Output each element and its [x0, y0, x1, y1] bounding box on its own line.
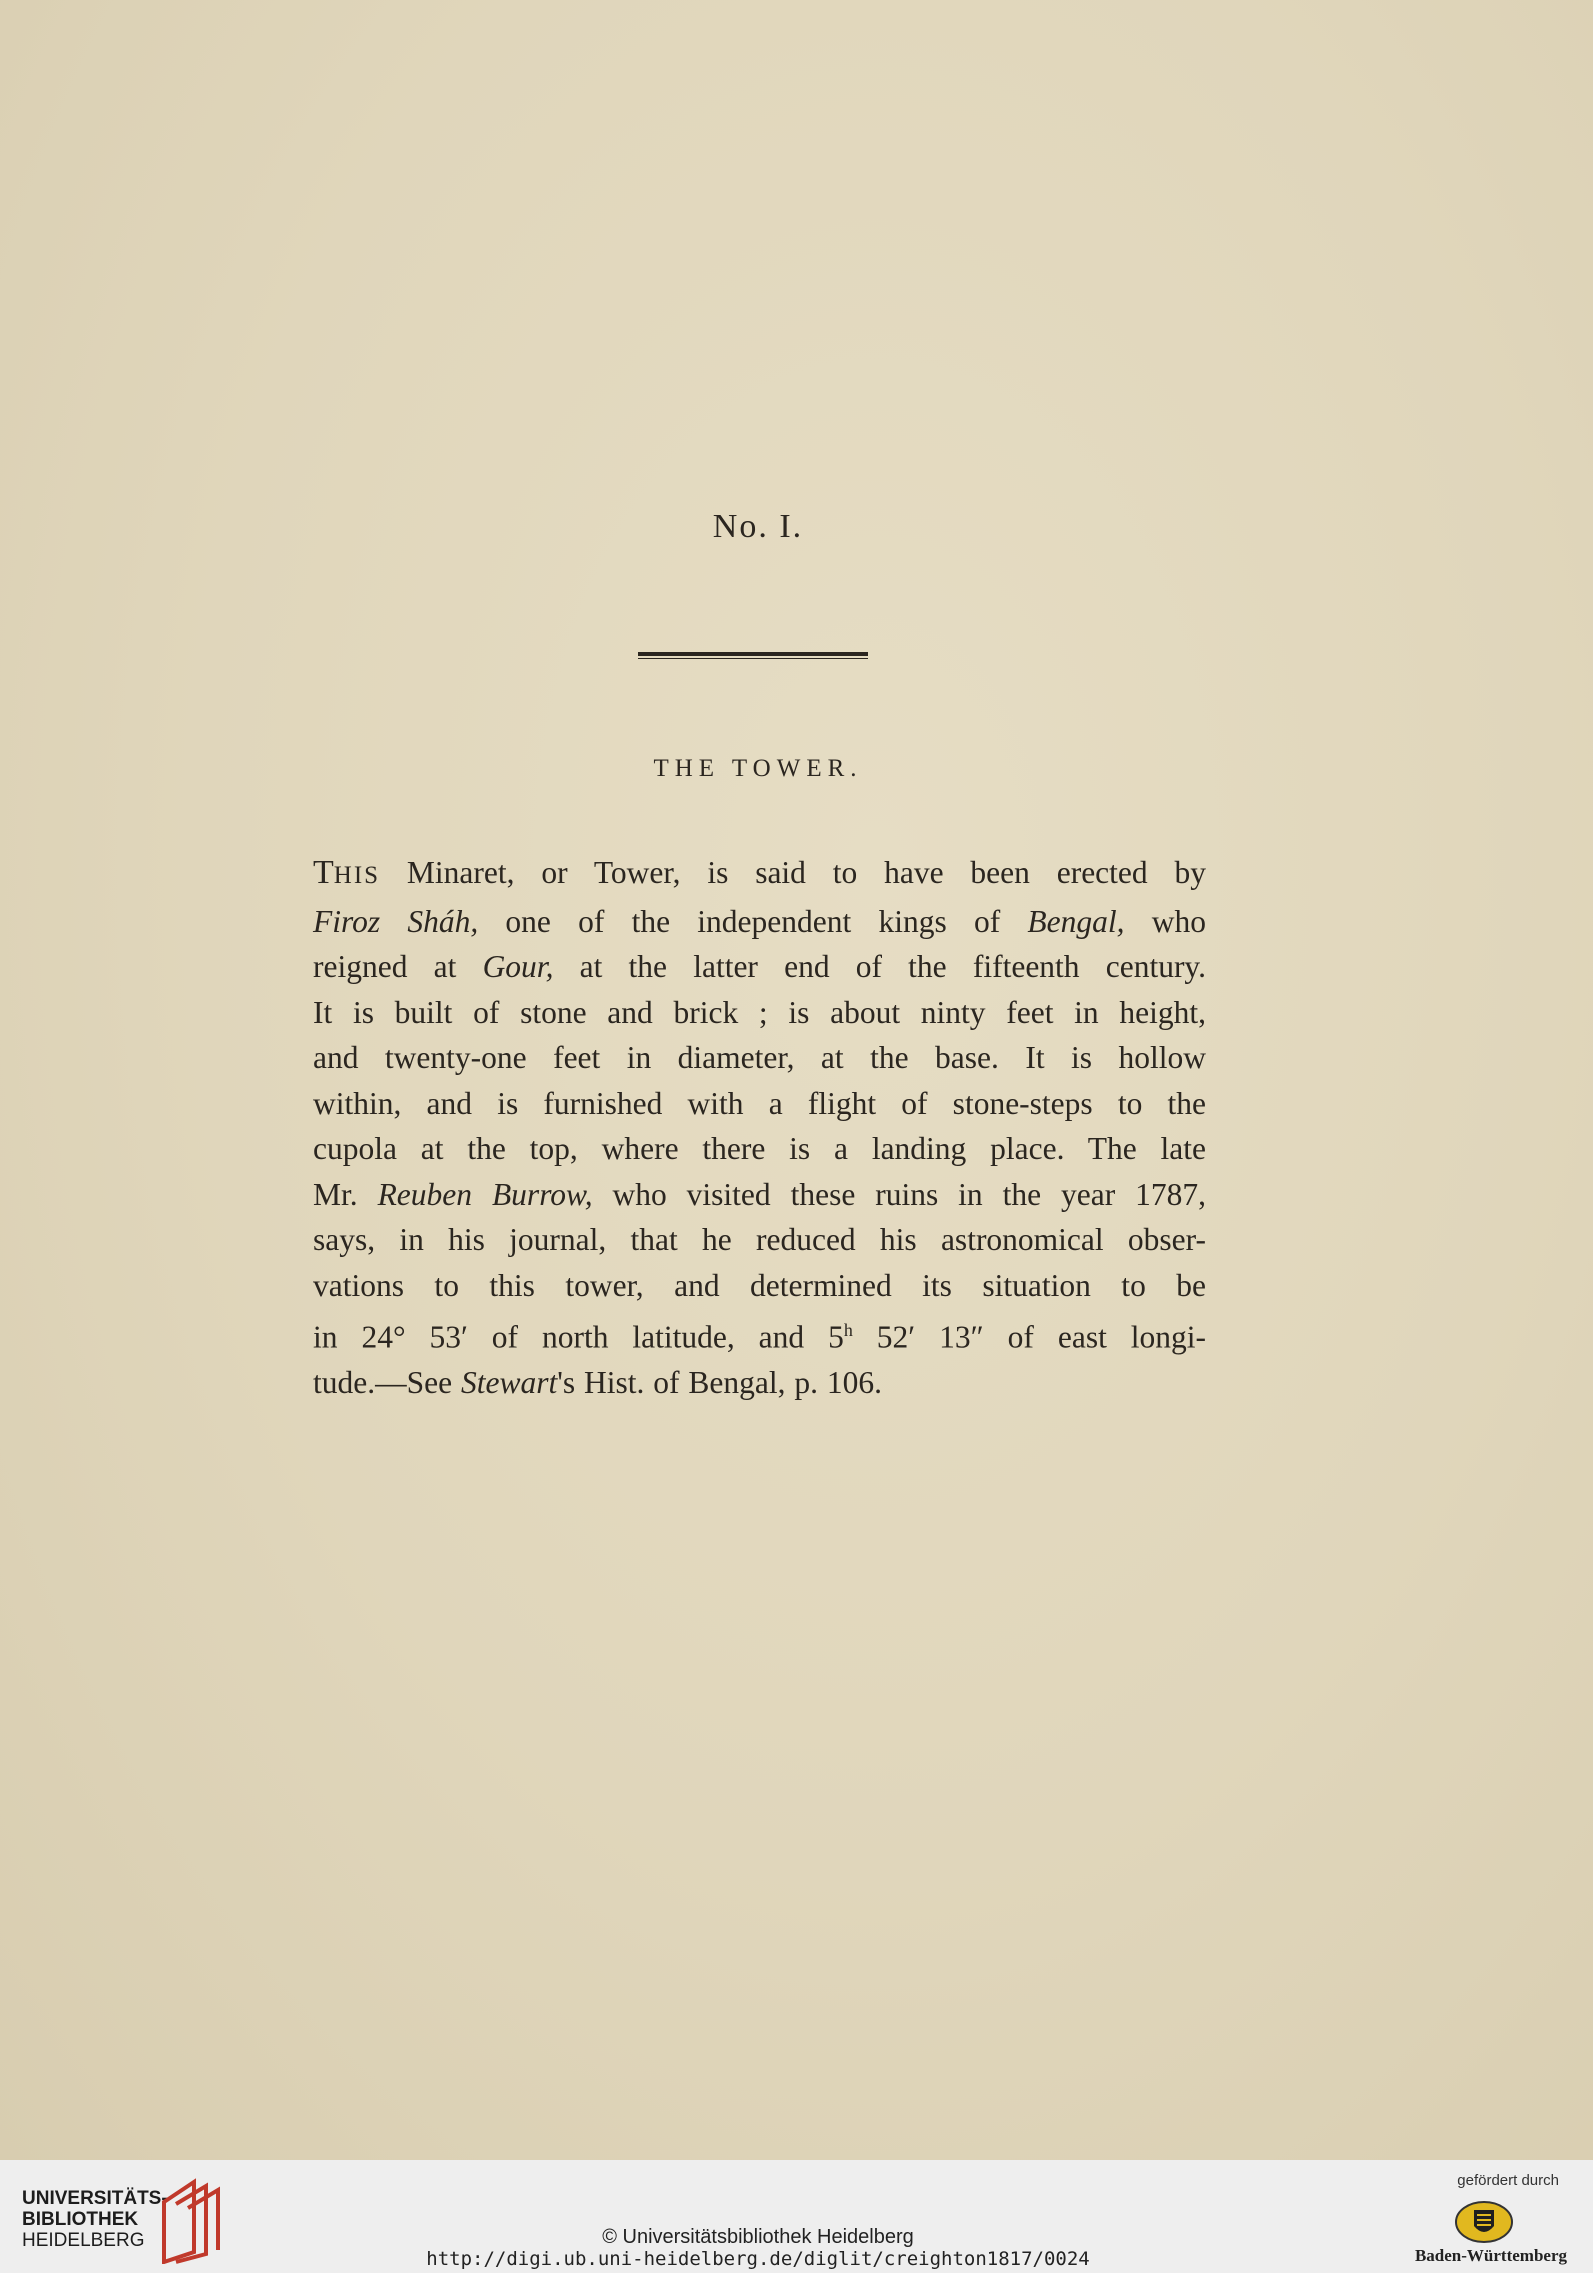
library-name-line3: HEIDELBERG	[22, 2230, 145, 2251]
text-line	[313, 1081, 1206, 1127]
text-run: Stewart	[460, 1365, 558, 1400]
text-run: 52′ 13″ of east longi-	[852, 1319, 1207, 1355]
text-run: Mr.	[313, 1176, 378, 1212]
text-run: reigned at	[313, 949, 483, 984]
text-run: and twenty-one feet in diameter, at the base. It is hollow	[313, 1040, 1206, 1075]
text-run: It is built of stone and brick ; is about ninty feet in height,	[313, 994, 1206, 1030]
text-line	[313, 1172, 1206, 1218]
text-run: who	[1124, 903, 1207, 939]
body-paragraph	[313, 850, 1206, 1406]
text-run: Firoz Sháh,	[313, 903, 479, 939]
text-line	[313, 1263, 1206, 1309]
text-line	[313, 899, 1206, 945]
text-run: 's Hist. of Bengal, p. 106.	[557, 1365, 883, 1400]
sponsor-name: Baden-Württemberg	[1414, 2246, 1567, 2265]
text-line	[313, 1360, 1206, 1406]
text-run: cupola at the top, where there is a landing place. The late	[313, 1131, 1206, 1166]
text-run: says, in his journal, that he reduced his astronomical obser-	[313, 1222, 1206, 1257]
text-line	[313, 944, 1206, 990]
text-run: within, and is furnished with a flight of stone-steps to the	[313, 1085, 1206, 1121]
text-line	[313, 1308, 1206, 1360]
text-run: Gour,	[482, 949, 554, 984]
text-run: one of the independent kings of	[478, 903, 1028, 939]
text-run: HIS	[333, 862, 381, 889]
state-seal-icon[interactable]	[1454, 2200, 1514, 2244]
text-run: in 24° 53′ of north latitude, and 5	[313, 1319, 844, 1355]
section-title: THE TOWER.	[653, 755, 863, 782]
text-run: h	[843, 1320, 853, 1340]
text-line	[313, 990, 1206, 1036]
double-rule-divider	[638, 652, 868, 662]
text-run: who visited these ruins in the year 1787,	[592, 1176, 1206, 1212]
section-number: No. I.	[712, 508, 804, 545]
footer-bar	[0, 2160, 1593, 2273]
text-line	[313, 1126, 1206, 1172]
text-run: vations to this tower, and determined its situation to be	[313, 1267, 1206, 1303]
library-name-line1: UNIVERSITÄTS-	[22, 2188, 168, 2209]
text-run: tude.—See	[313, 1365, 461, 1400]
text-run: Reuben Burrow,	[377, 1176, 593, 1212]
copyright-notice: © Universitätsbibliothek Heidelberg	[602, 2226, 914, 2248]
sponsor-label: gefördert durch	[1457, 2172, 1559, 2189]
library-name-line2: BIBLIOTHEK	[22, 2209, 139, 2230]
text-run: Bengal,	[1027, 903, 1125, 939]
text-run: T	[313, 854, 334, 891]
text-line	[313, 850, 1206, 899]
permalink-url[interactable]: http://digi.ub.uni-heidelberg.de/diglit/creighton1817/0024	[426, 2248, 1090, 2270]
text-run: at the latter end of the fifteenth century.	[553, 949, 1207, 984]
text-line	[313, 1035, 1206, 1081]
text-line	[313, 1217, 1206, 1263]
text-run: Minaret, or Tower, is said to have been erected by	[380, 855, 1206, 890]
